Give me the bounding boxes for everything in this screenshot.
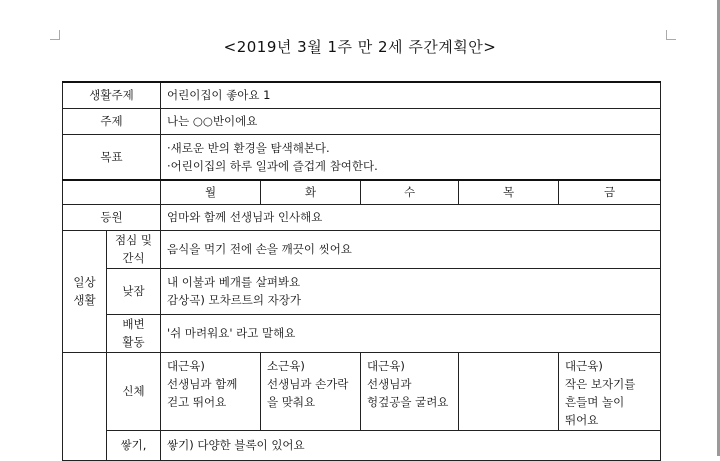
physical-tue-line-1: 소근육) xyxy=(267,358,305,373)
toilet-row xyxy=(63,314,661,352)
goal-row xyxy=(63,134,661,180)
meal-label xyxy=(107,230,161,268)
physical-mon xyxy=(161,352,261,430)
physical-fri-line-1: 대근육) xyxy=(565,358,603,373)
meal-row xyxy=(63,230,661,268)
physical-mon-line-1: 대근육) xyxy=(167,358,205,373)
physical-wed xyxy=(361,352,459,430)
daily-life-label-line-2: 생활 xyxy=(73,293,96,307)
physical-fri-line-4: 뛰어요 xyxy=(565,412,599,427)
toilet-label-line-2: 활동 xyxy=(122,335,145,349)
topic-label: 주제 xyxy=(63,108,161,134)
theme-row xyxy=(63,82,661,108)
physical-tue-line-2: 선생님과 손가락 xyxy=(267,376,349,391)
block-label: 쌓기, xyxy=(107,430,161,460)
daily-life-label xyxy=(63,230,107,352)
physical-tue-line-3: 을 맞춰요 xyxy=(267,394,316,409)
goal-label: 목표 xyxy=(63,134,161,180)
nap-line-2: 감상곡) 모차르트의 자장가 xyxy=(167,293,301,307)
daily-life-label-line-1: 일상 xyxy=(73,275,96,289)
goal-value xyxy=(161,134,661,180)
physical-row xyxy=(63,352,661,430)
arrival-row xyxy=(63,204,661,230)
physical-mon-line-2: 선생님과 함께 xyxy=(167,376,238,391)
day-tue: 화 xyxy=(261,180,361,204)
nap-row xyxy=(63,268,661,314)
physical-fri-line-3: 흔들며 놀이 xyxy=(565,394,625,409)
day-header-blank xyxy=(63,180,161,204)
physical-wed-line-1: 대근육) xyxy=(367,358,405,373)
document-title: <2019년 3월 1주 만 2세 주간계획안> xyxy=(223,38,497,56)
weekly-plan-table xyxy=(62,81,661,461)
nap-label: 낮잠 xyxy=(107,268,161,314)
topic-row xyxy=(63,108,661,134)
goal-line-1: ·새로운 반의 환경을 탐색해본다. xyxy=(167,140,330,155)
day-fri: 금 xyxy=(559,180,661,204)
nap-value xyxy=(161,268,661,314)
meal-label-line-2: 간식 xyxy=(122,251,145,265)
day-thu: 목 xyxy=(459,180,559,204)
toilet-value: '쉬 마려워요' 라고 말해요 xyxy=(161,314,661,352)
arrival-label: 등원 xyxy=(63,204,161,230)
physical-fri xyxy=(559,352,661,430)
physical-fri-line-2: 작은 보자기를 xyxy=(565,376,636,391)
nap-line-1: 내 이불과 베개를 살펴봐요 xyxy=(167,275,301,289)
meal-value: 음식을 먹기 전에 손을 깨끗이 씻어요 xyxy=(161,230,661,268)
day-header-row xyxy=(63,180,661,204)
physical-wed-line-2: 선생님과 xyxy=(367,376,412,391)
meal-label-line-1: 점심 및 xyxy=(115,233,152,247)
physical-label: 신체 xyxy=(107,352,161,430)
day-mon: 월 xyxy=(161,180,261,204)
activity-group-label xyxy=(63,352,107,460)
arrival-value: 엄마와 함께 선생님과 인사해요 xyxy=(161,204,661,230)
goal-line-2: ·어린이집의 하루 일과에 즐겁게 참여한다. xyxy=(167,158,378,173)
theme-label: 생활주제 xyxy=(63,82,161,108)
physical-tue xyxy=(261,352,361,430)
block-value: 쌓기) 다양한 블록이 있어요 xyxy=(161,430,661,460)
physical-wed-line-3: 헝겊공을 굴려요 xyxy=(367,394,449,409)
physical-thu xyxy=(459,352,559,430)
toilet-label-line-1: 배변 xyxy=(122,317,145,331)
physical-mon-line-3: 걷고 뛰어요 xyxy=(167,394,227,409)
toilet-label xyxy=(107,314,161,352)
theme-value: 어린이집이 좋아요 1 xyxy=(161,82,661,108)
day-wed: 수 xyxy=(361,180,459,204)
topic-value: 나는 ○○반이에요 xyxy=(161,108,661,134)
